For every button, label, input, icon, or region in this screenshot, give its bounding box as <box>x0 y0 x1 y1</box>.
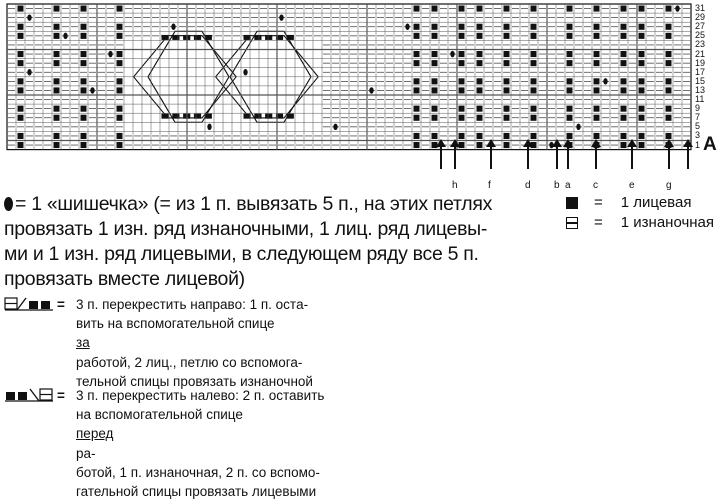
row-number: 7 <box>695 112 701 123</box>
row-number: 25 <box>695 30 706 41</box>
repeat-arrow-icon <box>523 139 533 169</box>
bobble-icon <box>4 197 13 211</box>
row-number: 31 <box>695 3 706 13</box>
row-number: 11 <box>695 94 705 104</box>
arrow-label: d <box>525 180 531 191</box>
legend-purl-label: 1 изнаночная <box>620 214 715 231</box>
cross-right-icon <box>4 297 54 311</box>
legend-knit-label: 1 лицевая <box>620 194 692 211</box>
purl-square-icon <box>566 217 578 229</box>
arrow-label: b <box>554 180 560 191</box>
knitting-chart <box>0 0 700 160</box>
row-number: 27 <box>695 21 706 32</box>
repeat-arrow-icon <box>683 139 693 169</box>
row-number: 15 <box>695 75 706 86</box>
repeat-arrow-icon <box>664 139 674 169</box>
legend-purl: = 1 изнаночная <box>566 214 714 232</box>
bobble-line-2: провязать 1 изн. ряд изнаночными, 1 лиц. ряд лицевы- <box>4 218 488 240</box>
row-number: 1 <box>695 139 701 150</box>
arrow-label: g <box>666 180 672 191</box>
row-number: 21 <box>695 48 706 59</box>
repeat-arrow-icon <box>627 139 637 169</box>
row-number: 5 <box>695 121 701 132</box>
bobble-definition <box>4 192 564 292</box>
row-number: 19 <box>695 57 706 68</box>
bobble-line-1: = 1 «шишечка» (= из 1 п. вывязать 5 п., на этих петлях <box>15 193 493 215</box>
chart-side-label: A <box>703 134 717 155</box>
cross-left-icon <box>4 388 54 402</box>
repeat-arrow-icon <box>552 139 562 169</box>
repeat-arrow-icon <box>436 139 446 169</box>
bobble-line-4: провязать вместе лицевой) <box>4 268 245 290</box>
row-number: 13 <box>695 84 706 95</box>
repeat-arrow-icon <box>563 139 573 169</box>
arrow-label: c <box>593 180 598 191</box>
row-number: 17 <box>695 66 706 77</box>
row-number: 23 <box>695 39 706 50</box>
arrow-label: h <box>452 180 458 191</box>
cross-right-definition: = 3 п. перекрестить направо: 1 п. остa- вить на вспомогательной спице за работой, 2 лиц., петлю со вспомога- тельной спицы провязать изнаночной <box>4 295 354 375</box>
cross-left-definition: = 3 п. перекрестить налево: 2 п. оставить на вспомогательной спице перед ра- ботой, 1 п. изнаночная, 2 п. со вспомо- гательной спицы провязать лицевыми <box>4 386 354 466</box>
arrow-label: a <box>565 180 571 191</box>
row-number: 9 <box>695 103 701 114</box>
legend-knit: = 1 лицевая <box>566 194 691 212</box>
knit-square-icon <box>566 197 578 209</box>
arrow-label: e <box>629 180 635 191</box>
row-number: 3 <box>695 130 701 141</box>
repeat-arrow-icon <box>486 139 496 169</box>
arrow-label: f <box>488 180 491 191</box>
repeat-arrow-icon <box>591 139 601 169</box>
row-number: 29 <box>695 12 706 23</box>
bobble-line-3: ми и 1 изн. ряд лицевыми, в следующем ряду все 5 п. <box>4 243 479 265</box>
repeat-arrow-icon <box>450 139 460 169</box>
